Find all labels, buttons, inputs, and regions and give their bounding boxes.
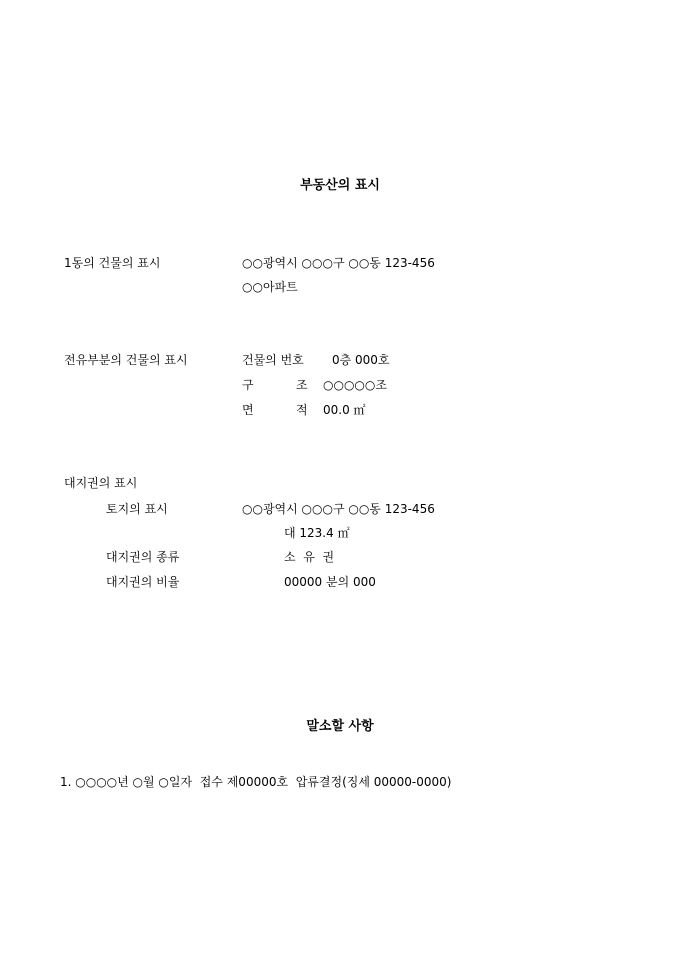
land-area: 대 123.4 ㎡: [284, 526, 350, 540]
building-address: ○○광역시 ○○○구 ○○동 123-456: [242, 256, 435, 270]
land-right-ratio-label: 대지권의 비율: [106, 575, 180, 589]
exclusive-area-value: 00.0 ㎡: [323, 403, 366, 417]
land-right-label: 대지권의 표시: [64, 476, 138, 490]
section-title-cancellation: 말소할 사항: [306, 719, 374, 734]
building-name: ○○아파트: [242, 280, 298, 294]
exclusive-structure-label-b: 조: [296, 378, 308, 392]
land-right-kind-label: 대지권의 종류: [106, 550, 180, 564]
building-label: 1동의 건물의 표시: [64, 256, 161, 270]
land-address: ○○광역시 ○○○구 ○○동 123-456: [242, 502, 435, 516]
land-label: 토지의 표시: [106, 502, 168, 516]
exclusive-structure-label-a: 구: [242, 378, 254, 392]
exclusive-label: 전유부분의 건물의 표시: [64, 353, 188, 367]
exclusive-number-label: 건물의 번호: [242, 353, 304, 367]
exclusive-structure-value: ○○○○○조: [323, 378, 387, 392]
exclusive-area-label-a: 면: [242, 403, 254, 417]
section-title-property: 부동산의 표시: [300, 178, 380, 193]
exclusive-area-label-b: 적: [296, 403, 308, 417]
land-right-kind-value: 소 유 권: [284, 550, 335, 564]
exclusive-number-value: 0층 000호: [332, 353, 390, 367]
land-right-ratio-value: 00000 분의 000: [284, 575, 376, 589]
cancellation-item: 1. ○○○○년 ○월 ○일자 접수 제00000호 압류결정(징세 00000-0000): [60, 775, 452, 789]
